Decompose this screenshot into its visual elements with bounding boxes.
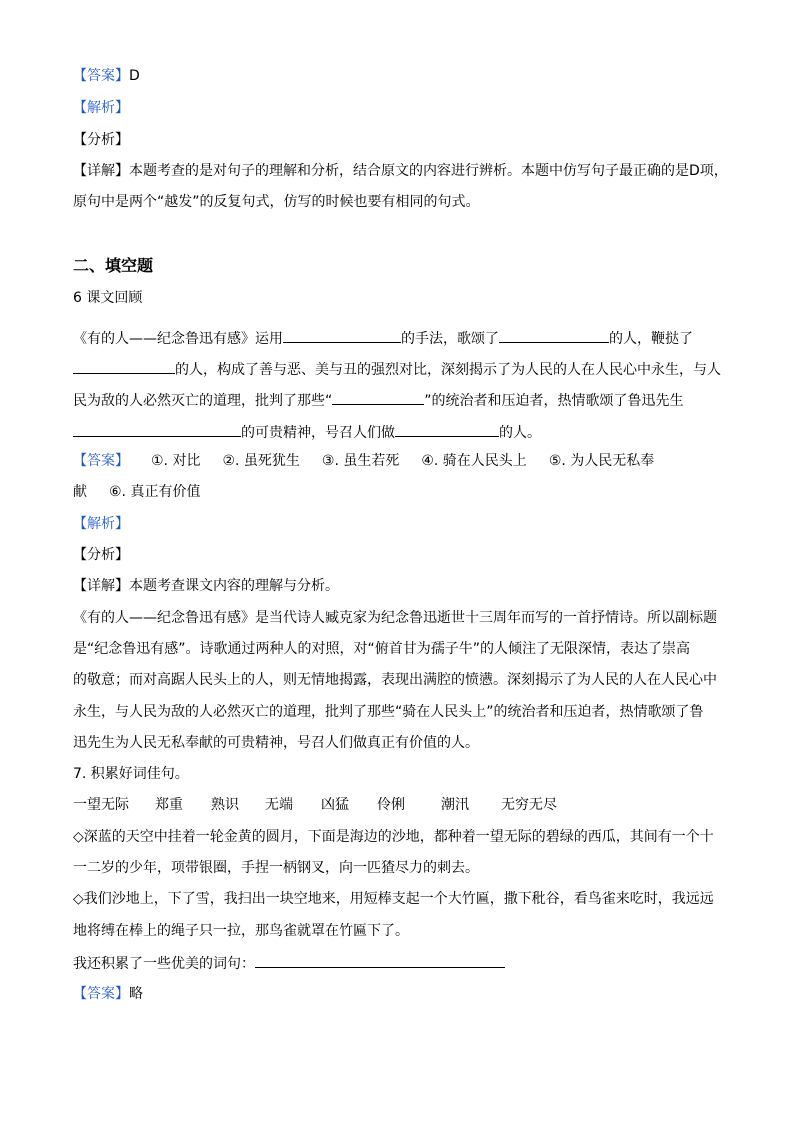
fill-blank-5[interactable] — [73, 421, 241, 437]
detail-text: 本题考查的是对句子的理解和分析，结合原文的内容进行辨析。本题中仿写句子最正确的是D项， — [129, 163, 728, 179]
fill-blank-4[interactable] — [332, 389, 424, 405]
q5-detail-line-2: 原句中是两个“越发”的反复句式，仿写的时候也要有相同的句式。 — [73, 194, 480, 210]
answer-value: D — [129, 68, 140, 84]
q6-detail-line-2: 是“纪念鲁迅有感”。诗歌通过两种人的对照，对“俯首甘为孺子牛”的人倾注了无限深情，表达了崇高 — [73, 641, 691, 657]
q5-detail-line-1 — [73, 161, 728, 181]
q6-line-1 — [73, 327, 693, 349]
word-item: 熟识 — [211, 797, 239, 813]
prompt-text: 我还积累了一些优美的词句： — [73, 956, 255, 972]
fenxi-tag: 【分析】 — [73, 132, 129, 148]
word-item: 一望无际 — [73, 797, 129, 813]
text: ”的统治者和压迫者，热情歌颂了鲁迅先生 — [424, 393, 684, 409]
q6-detail-line-4: 永生，与人民为敌的人必然灭亡的道理，批判了那些“骑在人民头上”的统治者和压迫者，热情歌颂了鲁 — [73, 704, 704, 720]
text: 的人，鞭挞了 — [609, 331, 693, 347]
answer-2: ②. 虽死犹生 — [222, 453, 300, 469]
answer-3: ③. 虽生若死 — [321, 453, 400, 469]
text: 的可贵精神，号召人们做 — [241, 425, 395, 441]
q6-title: 6 课文回顾 — [73, 290, 143, 306]
fill-blank-3[interactable] — [73, 358, 175, 374]
jiexi-tag: 【解析】 — [73, 100, 129, 116]
q6-line-2 — [73, 358, 721, 380]
word-item: 伶俐 — [377, 797, 405, 813]
q6-answer-line-2 — [73, 482, 200, 502]
q6-detail-intro — [73, 576, 339, 596]
text: 民为敌的人必然灭亡的道理，批判了那些“ — [73, 393, 333, 409]
word-item: 潮汛 — [441, 797, 469, 813]
answer-value: 略 — [129, 986, 143, 1002]
text: 《有的人——纪念鲁迅有感》运用 — [73, 331, 283, 347]
answer-1: ①. 对比 — [151, 453, 201, 469]
q7-answer-line — [73, 984, 143, 1004]
q5-answer-line — [73, 66, 140, 86]
fenxi-tag: 【分析】 — [73, 547, 129, 563]
fill-blank-2[interactable] — [499, 327, 609, 343]
q7-title: 7. 积累好词佳句。 — [73, 766, 189, 782]
xiangjie-tag: 【详解】 — [73, 578, 129, 594]
section-title: 二、填空题 — [73, 256, 154, 275]
answer-6: ⑥. 真正有价值 — [109, 484, 201, 500]
q7-sentence-2-line-1: ◇我们沙地上，下了雪，我扫出一块空地来，用短棒支起一个大竹匾，撒下秕谷，看鸟雀来吃时，我远远 — [73, 891, 714, 907]
word-item: 无端 — [265, 797, 293, 813]
answer-tag: 【答案】 — [73, 453, 129, 469]
fill-blank-6[interactable] — [395, 421, 499, 437]
q6-detail-line-3: 的敬意；而对高踞人民头上的人，则无情地揭露，表现出满腔的愤懑。深刻揭示了为人民的人在人民心中 — [73, 672, 717, 688]
q6-detail-line-5: 迅先生为人民无私奉献的可贵精神，号召人们做真正有价值的人。 — [73, 735, 479, 751]
detail-text: 本题考查课文内容的理解与分析。 — [129, 578, 339, 594]
q7-sentence-1-line-2: 一二岁的少年，项带银圈，手捏一柄钢叉，向一匹猹尽力的刺去。 — [73, 860, 479, 876]
answer-5: ⑤. 为人民无私奉 — [548, 453, 655, 469]
answer-tag: 【答案】 — [73, 986, 129, 1002]
word-item: 无穷无尽 — [501, 797, 557, 813]
word-item: 郑重 — [155, 797, 183, 813]
fill-blank-1[interactable] — [283, 327, 401, 343]
text: 的手法，歌颂了 — [401, 331, 499, 347]
text: 的人。 — [499, 425, 541, 441]
word-item: 凶猛 — [321, 797, 349, 813]
q6-detail-line-1: 《有的人——纪念鲁迅有感》是当代诗人臧克家为纪念鲁迅逝世十三周年而写的一首抒情诗。所以副标题 — [73, 610, 717, 626]
answer-5-cont: 献 — [73, 484, 87, 500]
q7-sentence-1-line-1: ◇深蓝的天空中挂着一轮金黄的圆月，下面是海边的沙地，都种着一望无际的碧绿的西瓜，其间有一个十 — [73, 829, 714, 845]
text: 的人，构成了善与恶、美与丑的强烈对比，深刻揭示了为人民的人在人民心中永生，与人 — [175, 362, 721, 378]
answer-4: ④. 骑在人民头上 — [421, 453, 527, 469]
q7-word-list — [73, 795, 557, 815]
q7-prompt-line — [73, 952, 505, 974]
q6-line-3 — [73, 389, 684, 411]
q6-answer-line — [73, 451, 654, 471]
answer-tag: 【答案】 — [73, 68, 129, 84]
jiexi-tag: 【解析】 — [73, 516, 129, 532]
q6-line-4 — [73, 421, 541, 443]
q7-sentence-2-line-2: 地将缚在棒上的绳子只一拉，那鸟雀就罩在竹匾下了。 — [73, 923, 409, 939]
fill-blank-7[interactable] — [255, 952, 505, 968]
xiangjie-tag: 【详解】 — [73, 163, 129, 179]
